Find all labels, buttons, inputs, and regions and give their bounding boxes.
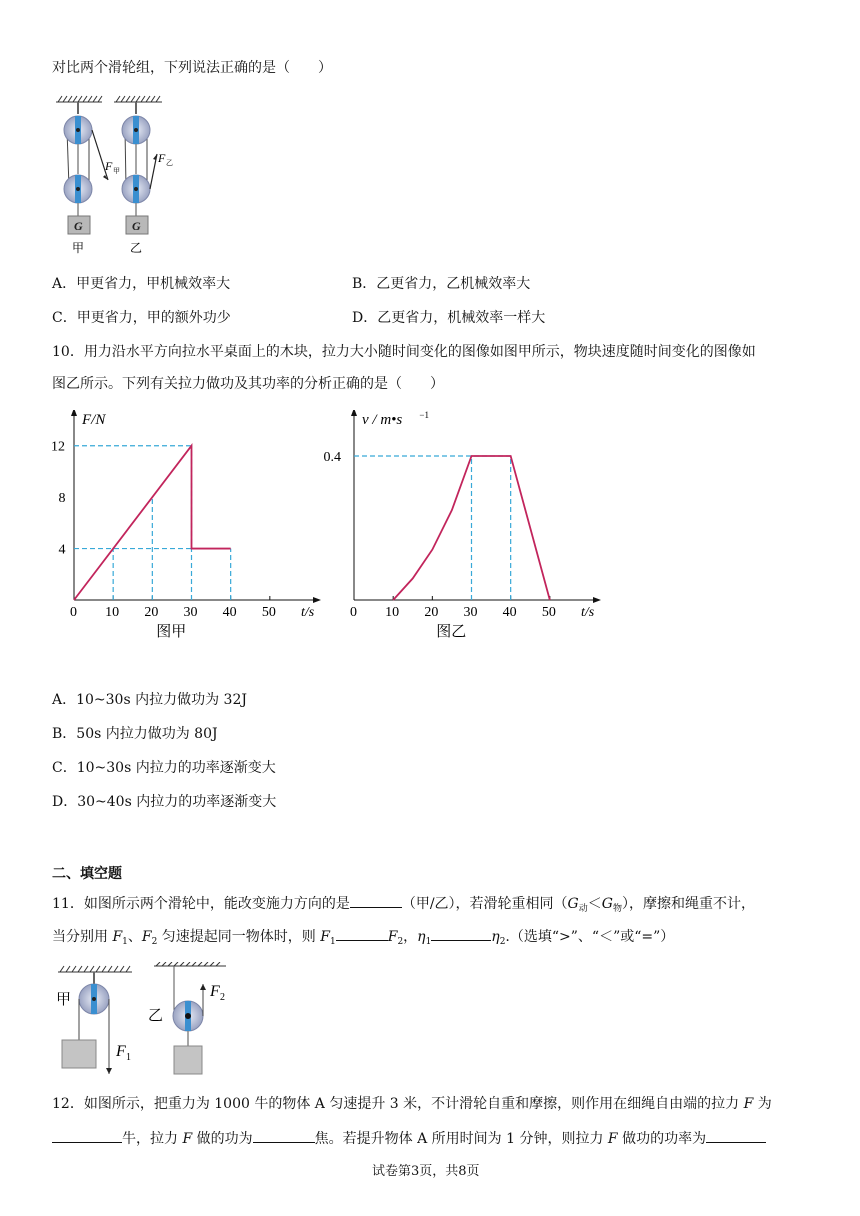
x-axis-label: t/s [301, 605, 315, 620]
section-title: 二、填空题 [52, 866, 122, 882]
q9-option-a[interactable]: A．甲更省力，甲机械效率大 [52, 276, 231, 292]
svg-text:2: 2 [220, 992, 225, 1003]
q10-option-c[interactable]: C．10~30s 内拉力的功率逐渐变大 [52, 760, 276, 776]
q9-pulley-figure [50, 92, 200, 262]
q9-option-b[interactable]: B．乙更省力，乙机械效率大 [352, 276, 531, 292]
x-axis-label: t/s [581, 605, 595, 620]
force-jia-label: F [105, 159, 113, 173]
q12-line2: 牛，拉力 F 做的功为 焦。若提升物体 A 所用时间为 1 分钟，则拉力 F 做功的功率为 [52, 1128, 766, 1149]
x-tick-label: 0 [350, 605, 357, 620]
y-axis-arrow [71, 410, 77, 416]
q10-option-b[interactable]: B．50s 内拉力做功为 80J [52, 726, 218, 742]
q11-line1: 11．如图所示两个滑轮中，能改变施力方向的是 （甲/乙），若滑轮重相同$(G_动<G_物)$，摩擦和绳重不计， [52, 893, 755, 919]
y-tick-label: 12 [51, 439, 65, 455]
force-yi-label: F [158, 151, 166, 165]
q11-blank-2[interactable] [336, 926, 388, 941]
x-tick-label: 20 [424, 605, 439, 620]
q10-option-a[interactable]: A．10~30s 内拉力做功为 32J [52, 692, 247, 708]
pulley-group-jia [64, 102, 108, 234]
q10-stem-line2: 图乙所示。下列有关拉力做功及其功率的分析正确的是（ ） [52, 376, 444, 392]
chart-title: 图乙 [436, 624, 467, 640]
x-tick-label: 10 [385, 605, 400, 620]
y-axis-label-sup: −1 [419, 410, 429, 420]
y-axis-label: F/N [82, 412, 106, 428]
q12-blank-2[interactable] [253, 1128, 315, 1143]
svg-text:F: F [116, 1043, 126, 1060]
x-tick-label: 30 [183, 605, 198, 620]
ceiling-yi-11 [154, 962, 226, 966]
svg-text:乙: 乙 [148, 1008, 164, 1024]
q9-option-c[interactable]: C．甲更省力，甲的额外功少 [52, 310, 231, 326]
q12-blank-3[interactable] [706, 1128, 766, 1143]
x-tick-label: 50 [541, 605, 556, 620]
x-tick-label: 40 [502, 605, 517, 620]
x-tick-label: 30 [463, 605, 478, 620]
svg-text:1: 1 [126, 1052, 131, 1063]
chart-velocity-time [320, 410, 610, 650]
x-tick-label: 20 [144, 605, 159, 620]
x-tick-label: 10 [105, 605, 120, 620]
series-line [74, 446, 231, 600]
y-axis-arrow [351, 410, 357, 416]
y-axis-label: v / m•s [362, 412, 403, 428]
x-tick-label: 0 [70, 605, 77, 620]
q9-stem: 对比两个滑轮组，下列说法正确的是（ ） [52, 60, 332, 76]
q12-blank-1[interactable] [52, 1128, 122, 1143]
ceiling-yi [114, 96, 162, 102]
q11-pulley-figure [50, 962, 250, 1084]
x-tick-label: 40 [222, 605, 237, 620]
q10-option-d[interactable]: D．30~40s 内拉力的功率逐渐变大 [52, 794, 277, 810]
label-jia: 甲 [72, 241, 85, 255]
x-tick-label: 50 [261, 605, 276, 620]
y-tick-label: 8 [58, 491, 66, 507]
weight-block-jia [62, 1040, 96, 1068]
weight-g-yi: G [132, 219, 141, 233]
q12-line1: 12．如图所示，把重力为 1000 牛的物体 A 匀速提升 3 米，不计滑轮自重和摩擦，则作用在细绳自由端的拉力 F 为 [52, 1096, 772, 1112]
label-yi: 乙 [130, 241, 143, 255]
chart-title: 图甲 [156, 624, 187, 640]
q11-blank-1[interactable] [350, 893, 402, 908]
q11-line2: 当分别用 $F_1$、$F_2$ 匀速提起同一物体时，则 $F_1$ $F_2$，$\eta_1$ $\eta_2$.（选填“>”、“＜”或“=”） [52, 926, 674, 952]
page-footer: 试卷第3页，共8页 [372, 1164, 480, 1179]
ceiling-jia-11 [58, 966, 132, 972]
weight-g-jia: G [74, 219, 83, 233]
y-tick-label: 4 [58, 542, 66, 558]
svg-text:F: F [210, 983, 220, 1000]
svg-text:乙: 乙 [166, 159, 173, 167]
svg-text:甲: 甲 [56, 992, 72, 1008]
x-axis-arrow [593, 597, 601, 603]
weight-block-yi [174, 1046, 202, 1074]
y-tick-label: 0.4 [323, 450, 341, 465]
chart-force-time [40, 410, 330, 650]
q10-stem-line1: 10．用力沿水平方向拉水平桌面上的木块，拉力大小随时间变化的图像如图甲所示，物块速度随时间变化的图像如 [52, 344, 756, 360]
q11-blank-3[interactable] [431, 926, 491, 941]
svg-text:甲: 甲 [113, 167, 120, 175]
pulley-group-yi [122, 102, 157, 234]
q9-option-d[interactable]: D．乙更省力，机械效率一样大 [352, 310, 546, 326]
ceiling-jia [56, 96, 102, 102]
